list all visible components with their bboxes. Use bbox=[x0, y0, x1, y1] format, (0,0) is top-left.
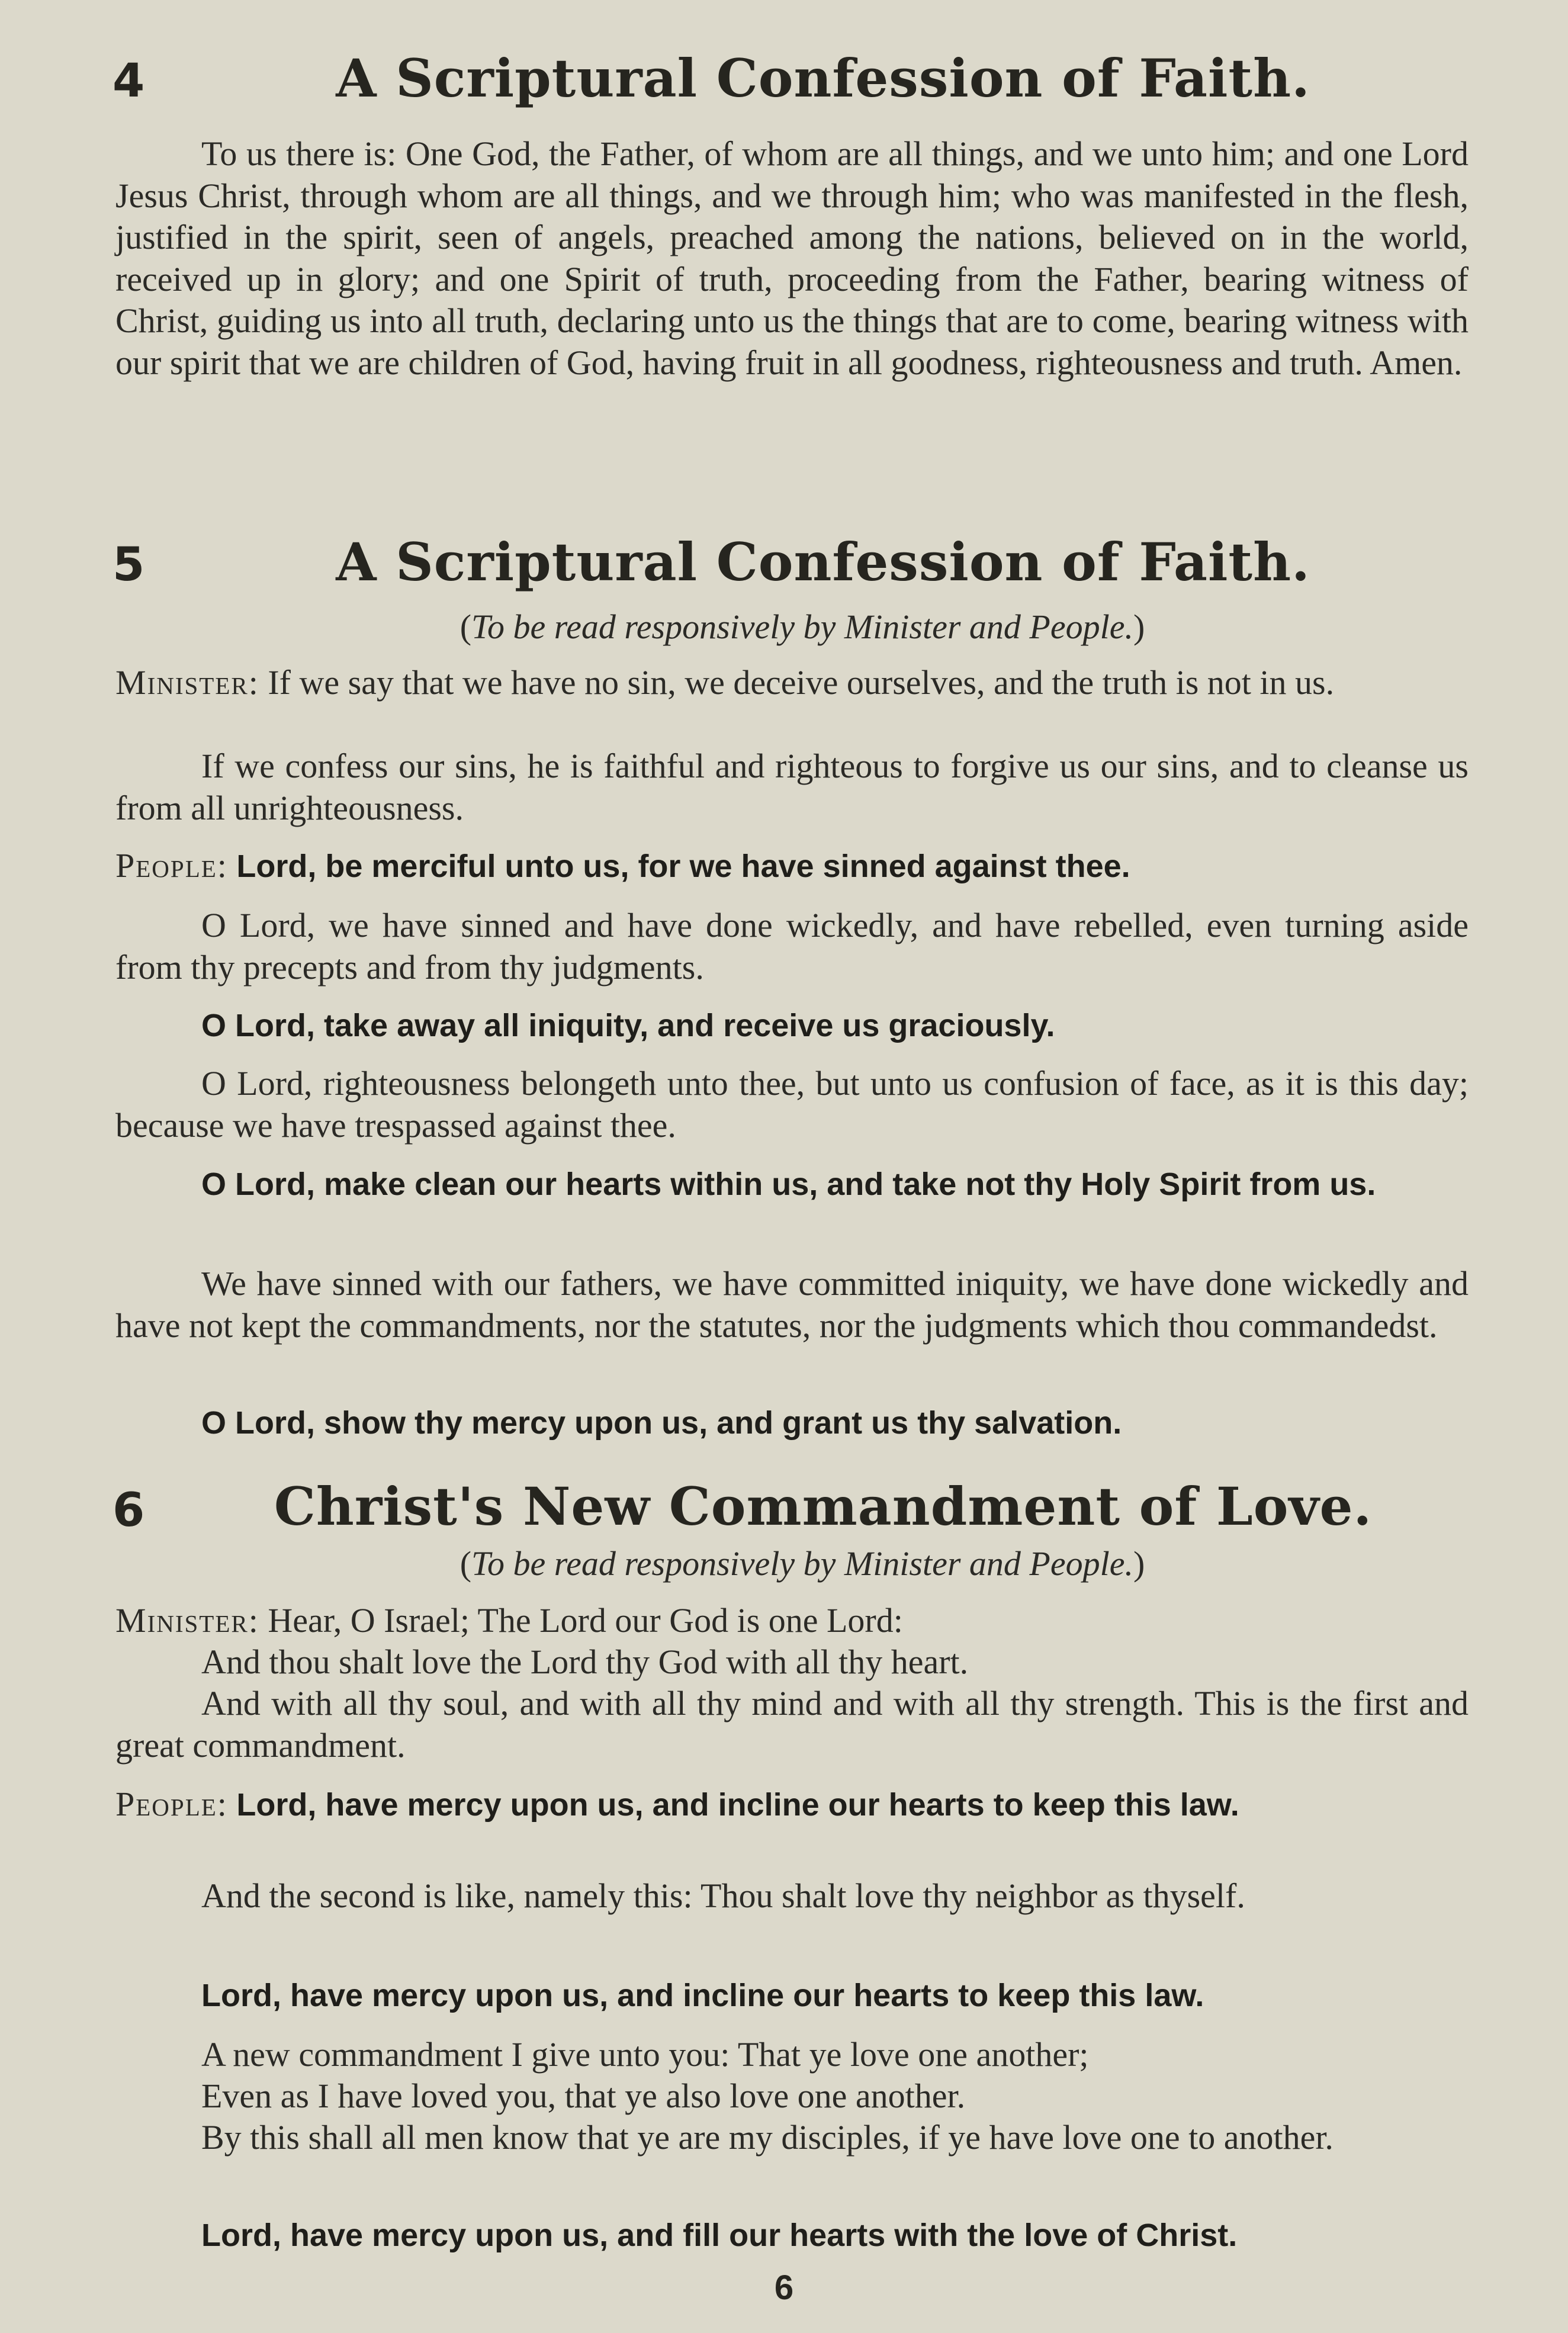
people-response: People: Lord, be merciful unto us, for we have sinned against thee. bbox=[115, 846, 1130, 885]
reading-paragraph: And the second is like, namely this: Thou shalt love thy neighbor as thyself. bbox=[201, 1876, 1245, 1915]
reading-line: And thou shalt love the Lord thy God with all thy heart. bbox=[201, 1643, 969, 1681]
reading-paragraph: If we confess our sins, he is faithful and righteous to forgive us our sins, and to cleanse us from all unrighteousness. bbox=[115, 747, 1469, 827]
response-paragraph: O Lord, show thy mercy upon us, and grant us thy salvation. bbox=[201, 1405, 1122, 1441]
section-title: A Scriptural Confession of Faith. bbox=[336, 47, 1310, 109]
people-response: People: Lord, have mercy upon us, and incline our hearts to keep this law. bbox=[115, 1785, 1239, 1823]
minister-reading: Minister: If we say that we have no sin, we deceive ourselves, and the truth is not in us. bbox=[115, 663, 1335, 702]
section-title: A Scriptural Confession of Faith. bbox=[336, 531, 1310, 593]
section-title: Christ's New Commandment of Love. bbox=[274, 1476, 1373, 1537]
reading-paragraph: O Lord, we have sinned and have done wickedly, and have rebelled, even turning aside from thy precepts and from thy judgments. bbox=[115, 906, 1469, 986]
speaker-label: People: bbox=[115, 1785, 228, 1823]
response-paragraph: O Lord, take away all iniquity, and receive us graciously. bbox=[201, 1008, 1055, 1043]
speaker-label: People: bbox=[115, 846, 228, 885]
response-paragraph: Lord, have mercy upon us, and incline our hearts to keep this law. bbox=[201, 1978, 1204, 2013]
speaker-label: Minister: bbox=[115, 1601, 259, 1640]
speaker-label: Minister: bbox=[115, 663, 259, 702]
section-body: To us there is: One God, the Father, of whom are all things, and we unto him; and one Lord Jesus Christ, through whom are all things, and we through him; who was manifested in the flesh, justified in the spirit, seen of angels, preached among the nations, believed on in the world, received up in glory; and one Spirit of truth, proceeding from the Father, bearing witness of Christ, guiding us into all truth, declaring unto us the things that are to come, bearing witness with our spirit that we are children of God, having fruit in all goodness, righteousness and truth. Amen. bbox=[115, 134, 1469, 382]
section-subtitle: (To be read responsively by Minister and People.) bbox=[460, 608, 1145, 646]
minister-reading: Minister: Hear, O Israel; The Lord our God is one Lord: bbox=[115, 1601, 903, 1640]
response-paragraph: Lord, have mercy upon us, and fill our hearts with the love of Christ. bbox=[201, 2218, 1238, 2253]
reading-paragraph: By this shall all men know that ye are my disciples, if ye have love one to another. bbox=[201, 2118, 1334, 2157]
section-subtitle: (To be read responsively by Minister and People.) bbox=[460, 1544, 1145, 1583]
reading-paragraph: We have sinned with our fathers, we have committed iniquity, we have done wickedly and have not kept the commandments, nor the statutes, nor the judgments which thou commandedst. bbox=[115, 1264, 1469, 1345]
section-number: 4 bbox=[113, 54, 145, 108]
page-number: 6 bbox=[774, 2268, 794, 2307]
section-number: 6 bbox=[113, 1484, 145, 1537]
response-paragraph: O Lord, make clean our hearts within us, and take not thy Holy Spirit from us. bbox=[201, 1166, 1376, 1202]
reading-paragraph: And with all thy soul, and with all thy mind and with all thy strength. This is the first and great commandment. bbox=[115, 1684, 1469, 1765]
reading-line: Even as I have loved you, that ye also love one another. bbox=[201, 2077, 966, 2115]
reading-paragraph: O Lord, righteousness belongeth unto thee, but unto us confusion of face, as it is this day; because we have trespassed against thee. bbox=[115, 1064, 1469, 1145]
reading-line: A new commandment I give unto you: That ye love one another; bbox=[201, 2035, 1089, 2074]
section-number: 5 bbox=[113, 538, 145, 592]
